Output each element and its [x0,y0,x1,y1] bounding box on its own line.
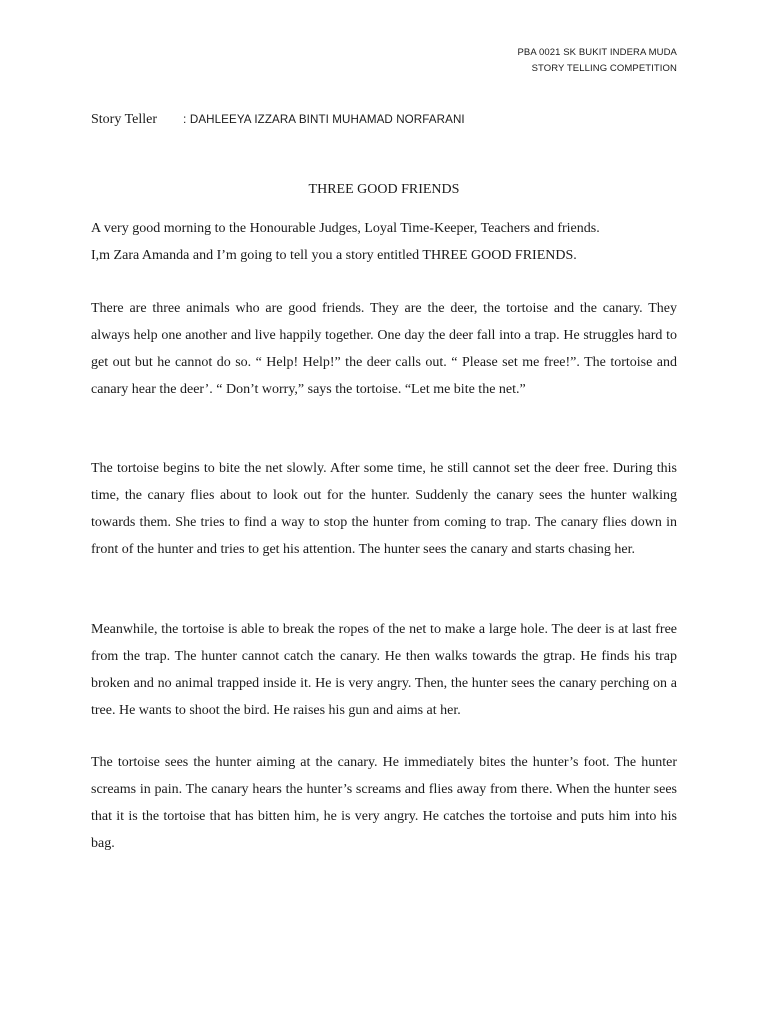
story-teller-name: DAHLEEYA IZZARA BINTI MUHAMAD NORFARANI [189,113,465,126]
header-school-line: PBA 0021 SK BUKIT INDERA MUDA [517,47,677,58]
document-header [517,45,677,77]
intro-block [91,215,691,269]
story-paragraph-2: The tortoise begins to bite the net slowly. After some time, he still cannot set the deer free. During this time, the canary flies about to look out for the hunter. Suddenly the canary sees the hunter walking towards them. She tries to find a way to stop the hunter from coming to trap. The canary flies down in front of the hunter and tries to get his attention. The hunter sees the canary and starts chasing her. [91,461,677,557]
story-paragraph-1: There are three animals who are good friends. They are the deer, the tortoise and the canary. They always help one another and live happily together. One day the deer fall into a trap. He struggles hard to get out but he cannot do so. “ Help! Help!” the deer calls out. “ Please set me free!”. The tortoise and canary hear the deer’. “ Don’t worry,” says the tortoise. “Let me bite the net.” [91,301,677,397]
story-teller-separator: : [183,112,187,126]
story-teller-row [91,112,465,128]
story-teller-label: Story Teller [91,112,158,127]
intro-greeting: A very good morning to the Honourable Judges, Loyal Time-Keeper, Teachers and friends. [91,221,600,236]
header-competition-line: STORY TELLING COMPETITION [531,63,677,74]
story-paragraph-4: The tortoise sees the hunter aiming at the canary. He immediately bites the hunter’s foot. The hunter screams in pain. The canary hears the hunter’s screams and flies away from there. When the hunter sees that it is the tortoise that has bitten him, he is very angry. He catches the tortoise and puts him into his bag. [91,755,677,851]
story-paragraph-3: Meanwhile, the tortoise is able to break the ropes of the net to make a large hole. The deer is at last free from the trap. The hunter cannot catch the canary. He then walks towards the gtrap. He finds his trap broken and no animal trapped inside it. He is very angry. Then, the hunter sees the canary perching on a tree. He wants to shoot the bird. He raises his gun and aims at her. [91,622,677,718]
intro-self: I,m Zara Amanda and I’m going to tell you a story entitled THREE GOOD FRIENDS. [91,248,577,263]
story-title: THREE GOOD FRIENDS [308,182,460,197]
